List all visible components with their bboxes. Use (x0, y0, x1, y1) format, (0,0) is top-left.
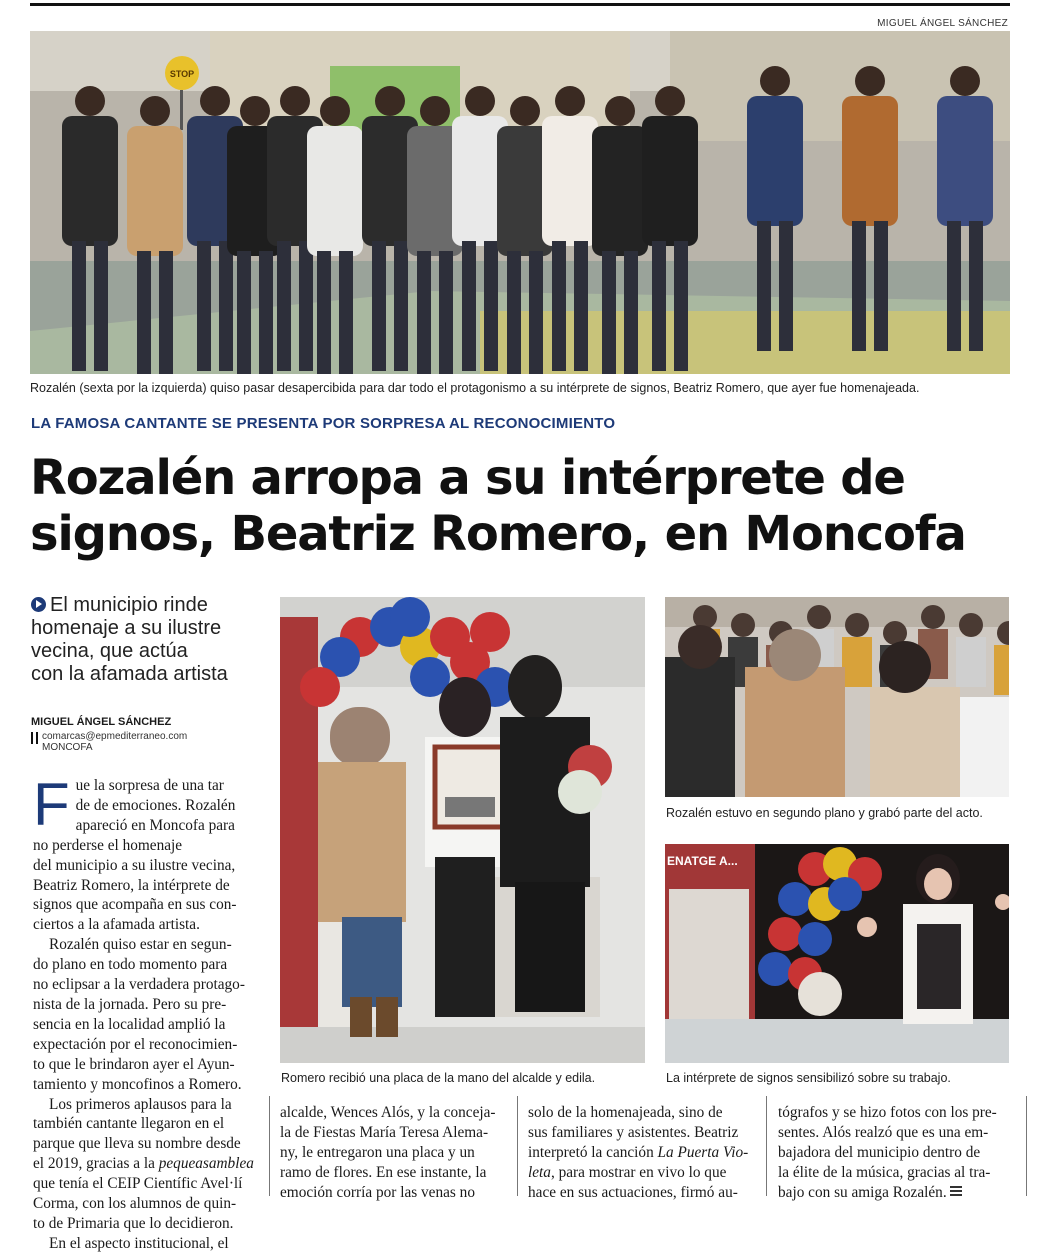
body-line: leta, para mostrar en vivo lo que (528, 1163, 727, 1181)
audience-body (956, 637, 986, 687)
right-top-photo-caption: Rozalén estuvo en segundo plano y grabó parte del acto. (666, 806, 983, 820)
audience-body (994, 645, 1009, 695)
byline (31, 716, 251, 753)
body-line: expectación por el reconocimien- (33, 1035, 238, 1053)
kicker: LA FAMOSA CANTANTE SE PRESENTA POR SORPRESA AL RECONOCIMIENTO (31, 415, 616, 432)
body-line: el 2019, gracias a la pequeasamblea (33, 1155, 254, 1173)
stop-sign-text: STOP (169, 69, 195, 79)
drop-cap: F (33, 771, 70, 838)
body-line: de de emociones. Rozalén (75, 796, 236, 814)
person-head (75, 86, 105, 116)
banner-text: ENATGE A... (667, 854, 738, 868)
play-bullet-icon (31, 597, 46, 612)
person-body (937, 96, 993, 226)
audience-body (842, 637, 872, 687)
person-leg (372, 241, 386, 371)
balloon (768, 917, 802, 951)
person-head (855, 66, 885, 96)
body-line: que tenía el CEIP Científic Avel·lí (33, 1175, 243, 1193)
person-leg (552, 241, 566, 371)
body-column-3 (528, 1103, 757, 1203)
body-line: Los primeros aplausos para la (49, 1095, 232, 1113)
body-line: apareció en Moncofa para (75, 816, 235, 834)
column-divider (1026, 1096, 1027, 1196)
body-line: signos que acompaña en sus con- (33, 896, 237, 914)
right-top-photo (665, 597, 1009, 797)
byline-email[interactable]: comarcas@epmediterraneo.com (42, 731, 188, 742)
body-line: to que le brindaron ayer el Ayun- (33, 1055, 235, 1073)
headline-line-1: Rozalén arropa a su intérprete de (30, 450, 905, 506)
person-leg (462, 241, 476, 371)
balloon (390, 597, 430, 637)
person-leg (574, 241, 588, 371)
person-leg (219, 241, 233, 371)
column-divider (269, 1096, 270, 1196)
person-leg (652, 241, 666, 371)
body-line: sencia en la localidad amplió la (33, 1015, 226, 1033)
body-line: to de Primaria que lo decidieron. (33, 1214, 234, 1232)
person-head (200, 86, 230, 116)
subhead-line: El municipio rinde (50, 594, 208, 616)
person-body (592, 126, 648, 256)
person-head (510, 96, 540, 126)
body-line: solo de la homenajeada, sino de (528, 1104, 723, 1121)
body-line: alcalde, Wences Alós, y la conceja- (280, 1104, 496, 1121)
body-line: la de Fiestas María Teresa Alema- (280, 1123, 489, 1141)
body-column-4 (778, 1103, 1009, 1203)
balloon (778, 882, 812, 916)
body-column-1 (33, 771, 260, 1254)
person-head (605, 96, 635, 126)
person-leg (757, 221, 771, 351)
body-line: sentes. Alós realzó que es una em- (778, 1123, 989, 1141)
right-bottom-photo-caption: La intérprete de signos sensibilizó sobre su trabajo. (666, 1071, 951, 1085)
person-leg (874, 221, 888, 351)
body-line: tamiento y moncofinos a Romero. (33, 1075, 242, 1093)
body-line: do plano en todo momento para (33, 956, 228, 974)
person-head (420, 96, 450, 126)
person-body (127, 126, 183, 256)
person-leg (507, 251, 521, 374)
person-head (280, 86, 310, 116)
body-line: del municipio a su ilustre vecina, (33, 856, 236, 874)
center-photo-caption: Romero recibió una placa de la mano del alcalde y edila. (281, 1071, 596, 1085)
person-leg (484, 241, 498, 371)
body-line: ny, le entregaron una placa y un (280, 1143, 475, 1161)
body-line: En el aspecto institucional, el (49, 1234, 229, 1252)
person-leg (394, 241, 408, 371)
subhead-line: homenaje a su ilustre (31, 617, 222, 639)
body-line: ciertos a la afamada artista. (33, 916, 200, 934)
body-line: sus familiares y asistentes. Beatriz (528, 1123, 739, 1141)
person-body (307, 126, 363, 256)
person-leg (237, 251, 251, 374)
person-leg (947, 221, 961, 351)
top-rule (30, 3, 1010, 6)
body-line: Corma, con los alumnos de quin- (33, 1195, 237, 1213)
person-leg (852, 221, 866, 351)
balloon (470, 612, 510, 652)
person-head (240, 96, 270, 126)
person-leg (197, 241, 211, 371)
person-leg (439, 251, 453, 374)
body-line: bajadora del municipio dentro de (778, 1143, 981, 1161)
body-line: bajo con su amiga Rozalén. (778, 1183, 1009, 1203)
audience-head (959, 613, 983, 637)
person-leg (529, 251, 543, 374)
body-line: tógrafos y se hizo fotos con los pre- (778, 1104, 997, 1121)
end-mark-icon (950, 1186, 962, 1196)
person-leg (674, 241, 688, 371)
body-line: emoción corría por las venas no (280, 1183, 475, 1201)
person-body (542, 116, 598, 246)
body-line: no perderse el homenaje (33, 836, 183, 854)
balloon (300, 667, 340, 707)
person-leg (72, 241, 86, 371)
person-leg (137, 251, 151, 374)
body-line: ue la sorpresa de una tar (75, 777, 224, 794)
person-leg (602, 251, 616, 374)
person-head (555, 86, 585, 116)
person-head (655, 86, 685, 116)
balloon (798, 922, 832, 956)
headline (30, 450, 1020, 562)
byline-place: MONCOFA (42, 742, 93, 753)
balloon (828, 877, 862, 911)
person-body (747, 96, 803, 226)
right-bottom-photo (665, 844, 1009, 1063)
balloon (758, 952, 792, 986)
body-line: parque que lleva su nombre desde (33, 1135, 241, 1153)
byline-name: MIGUEL ÁNGEL SÁNCHEZ (31, 716, 172, 728)
person-head (950, 66, 980, 96)
body-column-2 (280, 1103, 507, 1203)
person-leg (317, 251, 331, 374)
subhead-line: con la afamada artista (31, 663, 228, 685)
person-head (320, 96, 350, 126)
body-line: también cantante llegaron en el (33, 1115, 225, 1133)
person-leg (339, 251, 353, 374)
body-line: nista de la jornada. Pero su pre- (33, 995, 227, 1013)
column-divider (517, 1096, 518, 1196)
person-head (760, 66, 790, 96)
photo-credit: MIGUEL ÁNGEL SÁNCHEZ (877, 18, 1008, 29)
top-photo (30, 31, 1010, 374)
subhead (31, 594, 271, 686)
body-line: hace en sus actuaciones, firmó au- (528, 1183, 738, 1201)
person-body (642, 116, 698, 246)
person-leg (259, 251, 273, 374)
person-head (465, 86, 495, 116)
person-body (62, 116, 118, 246)
person-head (375, 86, 405, 116)
person-leg (277, 241, 291, 371)
person-leg (299, 241, 313, 371)
body-line: la élite de la música, gracias al tra- (778, 1163, 991, 1181)
audience-head (731, 613, 755, 637)
person-leg (624, 251, 638, 374)
person-leg (417, 251, 431, 374)
body-line: ramo de flores. En ese instante, la (280, 1163, 487, 1181)
audience-head (921, 605, 945, 629)
body-line: interpretó la canción La Puerta Vio- (528, 1143, 749, 1161)
person-leg (779, 221, 793, 351)
headline-line-2: signos, Beatriz Romero, en Moncofa (30, 506, 966, 562)
center-photo (280, 597, 645, 1063)
person-leg (159, 251, 173, 374)
body-line: Beatriz Romero, la intérprete de (33, 876, 230, 894)
person-leg (94, 241, 108, 371)
person-body (842, 96, 898, 226)
subhead-line: vecina, que actúa (31, 640, 188, 662)
person-leg (969, 221, 983, 351)
body-line: no eclipsar a la verdadera protago- (33, 976, 245, 994)
top-photo-caption: Rozalén (sexta por la izquierda) quiso pasar desapercibida para dar todo el protagonismo a su intérprete de signos, Beatriz Romero, que ayer fue homenajeada. (30, 381, 920, 395)
column-divider (766, 1096, 767, 1196)
audience-head (845, 613, 869, 637)
body-line: Rozalén quiso estar en segun- (49, 936, 232, 954)
audience-head (807, 605, 831, 629)
person-head (140, 96, 170, 126)
